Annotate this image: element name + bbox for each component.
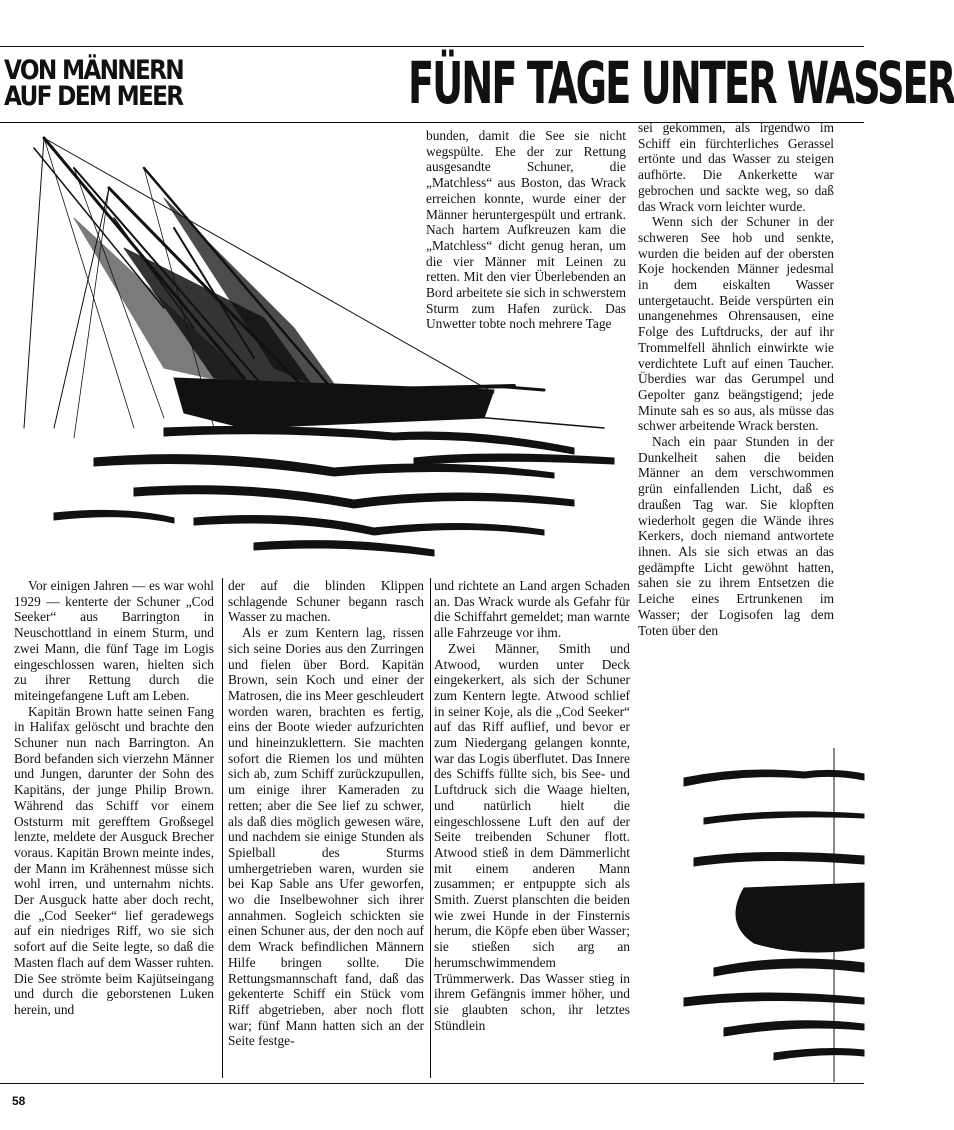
paragraph: und richtete an Land argen Schaden an. Das Wrack wurde als Gefahr für die Schiffahrt gemeldet; man warnte alle Fahrzeuge vor ihm. xyxy=(434,578,630,641)
page-number: 58 xyxy=(12,1094,26,1108)
section-heading xyxy=(4,55,184,112)
paragraph: Als er zum Kentern lag, rissen sich seine Dories aus den Zurringen und fielen über Bord. Kapitän Brown, sein Koch und einer der Matrosen, die ins Meer geschleudert worden waren, brachten es fertig, eins der Boote wieder aufzurichten und hineinzuklettern. Sie machten sofort die Riemen los und mühten sich ab, zum Schiff zurückzupullen, um einige ihrer Kameraden zu retten; aber die See lief zu schwer, als daß dies möglich gewesen wäre, und nachdem sie einige Stunden als Spielball des Sturms umhergetrieben waren, wurden sie bei Kap Sable ans Ufer geworfen, wo die Inselbewohner sich ihrer annahmen. Sogleich schickten sie einen Schuner aus, der den noch auf dem Wrack befindlichen Männern Hilfe bringen sollte. Die Rettungsmannschaft fand, daß das gekenterte Schiff ein Stück vom Riff abgetrieben, aber noch flott war; fünf Mann hatten sich an der Seite festge- xyxy=(228,625,424,1049)
ship-side-illustration xyxy=(684,748,864,1082)
column-2 xyxy=(228,578,424,1049)
article-title: FÜNF TAGE UNTER WASSER xyxy=(408,49,954,117)
paragraph: bunden, damit die See sie nicht wegspülte. Ehe der zur Rettung ausgesandte Schuner, die „Matchless“ aus Boston, das Wrack erreichen konnte, wurde einer der Männer heruntergespült und ertrank. Nach hartem Aufkreuzen kam die „Matchless“ dicht genug heran, um die vier Männer mit Leinen zu retten. Mit den vier Überlebenden an Bord arbeitete sie sich in schwerstem Sturm zum Hafen zurück. Das Unwetter tobte noch mehrere Tage xyxy=(426,128,626,332)
column-4 xyxy=(638,120,834,638)
footer-rule xyxy=(0,1083,864,1084)
column-rule xyxy=(222,578,223,1078)
paragraph: Nach ein paar Stunden in der Dunkelheit sahen die beiden Männer an dem verschwommen grün einfallenden Licht, daß es draußen Tag war. Sie klopften wiederholt gegen die Wände ihres Kerkers, doch niemand antwortete ihnen. Als sie sich etwas an das gedämpfte Licht gewöhnt hatten, sahen sie zu ihrem Entsetzen die Leiche eines Ertrunkenen im Wasser; der Logisofen lag dem Toten über den xyxy=(638,434,834,638)
paragraph: Wenn sich der Schuner in der schweren See hob und senkte, wurden die beiden auf der obersten Koje hockenden Männer jedesmal in dem eiskalten Wasser untergetaucht. Beide verspürten ein unangenehmes Ohrensausen, eine Folge des Luftdrucks, der auf ihr Trommelfell ähnlich einwirkte wie verdichtete Luft auf einen Taucher. Überdies war das Gerumpel und Gepolter ganz beängstigend; jede Minute sah es so aus, als müsse das schwer arbeitende Wrack bersten. xyxy=(638,214,834,434)
column-3-bottom xyxy=(434,578,630,1033)
paragraph: Kapitän Brown hatte seinen Fang in Halifax gelöscht und brachte den Schuner nun nach Barrington. An Bord befanden sich vierzehn Männer und Jungen, darunter der Sohn des Kapitäns, der junge Philip Brown. Während das Schiff vor einem Oststurm mit gerefftem Großsegel lenzte, meldete der Ausguck Brecher voraus. Kapitän Brown meinte indes, der Mann im Krähennest müsse sich wohl irren, und unternahm nichts. Der Ausguck hatte aber doch recht, die „Cod Seeker“ lief geradewegs auf ein niedriges Riff, wo sie sich sofort auf die Seite legte, so daß die Masten flach auf dem Wasser ruhten. Die See strömte beim Kajütseingang und durch die geborstenen Luken herein, und xyxy=(14,703,214,1017)
column-1 xyxy=(14,578,214,1018)
paragraph: der auf die blinden Klippen schlagende Schuner begann rasch Wasser zu machen. xyxy=(228,578,424,625)
section-heading-line1: VON MÄNNERN xyxy=(4,55,184,86)
top-rule xyxy=(0,46,864,47)
paragraph: Zwei Männer, Smith und Atwood, wurden unter Deck eingekerkert, als sich der Schuner zum Kentern legte. Atwood schlief in seiner Koje, als die „Cod Seeker“ auf das Riff auflief, und bevor er zum Niedergang gelangen konnte, war das Logis überflutet. Das Innere des Schiffs füllte sich, bis See- und Luftdruck sich die Waage hielten, und natürlich hielt die eingeschlossene Luft den auf der Seite treibenden Schuner flott. Atwood stieß in dem Dämmerlicht mit einem anderen Mann zusammen; er entpuppte sich als Smith. Zuerst planschten die beiden wie zwei Hunde in der Finsternis herum, die Köpfe eben über Wasser; sie stießen sich arg an herumschwimmendem Trümmerwerk. Das Wasser stieg in ihrem Gefängnis immer höher, und sie glaubten schon, ihr letztes Stündlein xyxy=(434,640,630,1033)
paragraph: sei gekommen, als irgendwo im Schiff ein fürchterliches Gerassel ertönte und das Wasser zu steigen aufhörte. Die Ankerkette war gebrochen und sackte weg, so daß das Wrack vorn leichter wurde. xyxy=(638,120,834,214)
section-heading-line2: AUF DEM MEER xyxy=(4,81,183,112)
paragraph: Vor einigen Jahren — es war wohl 1929 — kenterte der Schuner „Cod Seeker“ aus Barrington in Neuschottland in einem Sturm, und zwei Mann, die fünf Tage im Logis eingeschlossen waren, hielten sich zu ihrer Rettung durch die miteingefangene Luft am Leben. xyxy=(14,578,214,703)
column-rule xyxy=(430,578,431,1078)
column-3-top xyxy=(426,128,626,332)
